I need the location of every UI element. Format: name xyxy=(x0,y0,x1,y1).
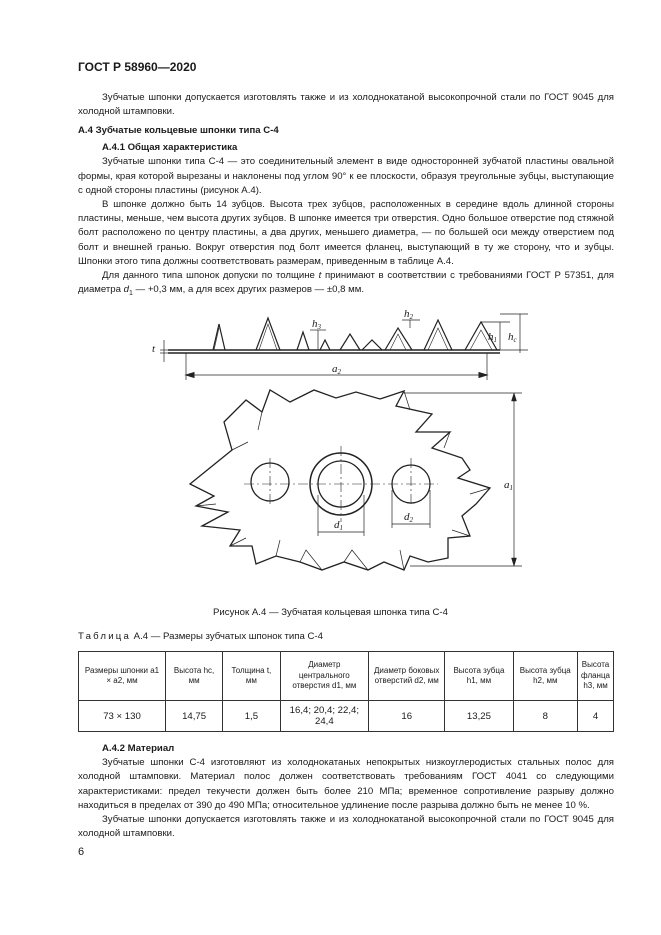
section-a42 xyxy=(78,742,614,841)
table-cell: 1,5 xyxy=(223,701,281,732)
figure-caption: Рисунок А.4 — Зубчатая кольцевая шпонка типа С-4 xyxy=(213,607,448,618)
table-cell: 16 xyxy=(369,701,445,732)
table-cell: 16,4; 20,4; 22,4; 24,4 xyxy=(280,701,368,732)
section-a42-paragraph-1: Зубчатые шпонки С-4 изготовляют из холоднокатаных непокрытых низкоуглеродистых стальных полос для холодной штамповки. Материал полос должен соответствовать требованиям ГОСТ 4041 со следующими характеристиками: предел текучести должен быть более 210 МПа; временное сопротивление разрыву должно находиться в пределах от 390 до 490 МПа; относительное удлинение после разрыва должно быть не менее 10 %. xyxy=(78,757,614,811)
label-a2: a2 xyxy=(332,363,341,376)
label-d2: d2 xyxy=(404,511,413,524)
table-cell: 4 xyxy=(578,701,614,732)
table-cell: 73 × 130 xyxy=(79,701,166,732)
table-header-cell: Диаметр боковых отверстий d2, мм xyxy=(369,652,445,701)
intro-block xyxy=(78,91,614,119)
label-hc: hс xyxy=(508,331,517,344)
table-header-cell: Высота фланца h3, мм xyxy=(578,652,614,701)
plan-view xyxy=(190,390,522,570)
table-header-cell: Толщина t, мм xyxy=(223,652,281,701)
table-cell: 13,25 xyxy=(445,701,513,732)
section-a42-paragraph-2: Зубчатые шпонки допускается изготовлять также и из холоднокатаной высокопрочной стали по ГОСТ 9045 для холодной штамповки. xyxy=(78,814,614,840)
dimensions-table xyxy=(78,651,614,732)
section-a41-paragraph-3: Для данного типа шпонок допуски по толщине t принимают в соответствии с требованиями ГОСТ Р 57351, для диаметра $d_1$ — +0,3 мм, а для всех других размеров — ±0,8 мм. xyxy=(78,270,614,298)
table-header-cell: Высота зубца h2, мм xyxy=(513,652,578,701)
table-cell: 14,75 xyxy=(166,701,223,732)
label-h1: h1 xyxy=(488,331,497,344)
label-h3: h3 xyxy=(312,318,321,331)
table-caption: Таблица А.4 — Размеры зубчатых шпонок типа С-4 xyxy=(78,631,323,642)
label-a1: a1 xyxy=(504,479,513,492)
section-a41-title: А.4.1 Общая характеристика xyxy=(102,142,238,154)
table-header-row xyxy=(79,652,614,701)
label-d1: d1 xyxy=(334,519,343,532)
section-a42-title: А.4.2 Материал xyxy=(102,743,175,754)
section-a41-paragraph-1: Зубчатые шпонки типа С-4 — это соединительный элемент в виде односторонней зубчатой пластины овальной формы, края которой вырезаны и наклонены под углом 90° к ее плоскости, образуя треугольные зубцы, выступающие с одной стороны пластины (рисунок А.4). xyxy=(78,156,614,196)
table-cell: 8 xyxy=(513,701,578,732)
table-header-cell: Диаметр центрального отверстия d1, мм xyxy=(280,652,368,701)
side-view xyxy=(160,314,528,380)
table-header-cell: Высота зубца h1, мм xyxy=(445,652,513,701)
page-number: 6 xyxy=(78,846,85,858)
label-h2: h2 xyxy=(404,308,413,321)
intro-paragraph: Зубчатые шпонки допускается изготовлять также и из холоднокатаной высокопрочной стали по ГОСТ 9045 для холодной штамповки. xyxy=(78,92,614,118)
section-a4-title: А.4 Зубчатые кольцевые шпонки типа С-4 xyxy=(78,125,279,136)
section-a4 xyxy=(78,124,614,301)
table-header-cell: Высота hc, мм xyxy=(166,652,223,701)
section-a41-paragraph-2: В шпонке должно быть 14 зубцов. Высота трех зубцов, расположенных в середине вдоль длинной стороны пластины, меньше, чем высота других зубцов. В шпонке имеется три отверстия. Одно большое отверстие под стяжной болт расположено по центру пластины, а два других, меньшего диаметра, — по большей оси между отверстием под болт и внешней гранью. Вокруг отверстия под болт имеется фланец, выступающий в ту же сторону, что и зубцы. Шпонки этого типа должны соответствовать размерам, приведенным в таблице А.4. xyxy=(78,199,614,267)
table-header-cell: Размеры шпонки a1 × a2, мм xyxy=(79,652,166,701)
label-t: t xyxy=(152,343,156,355)
document-header: ГОСТ Р 58960—2020 xyxy=(78,60,197,74)
table-row xyxy=(79,701,614,732)
figure-a4-drawing xyxy=(0,300,661,600)
